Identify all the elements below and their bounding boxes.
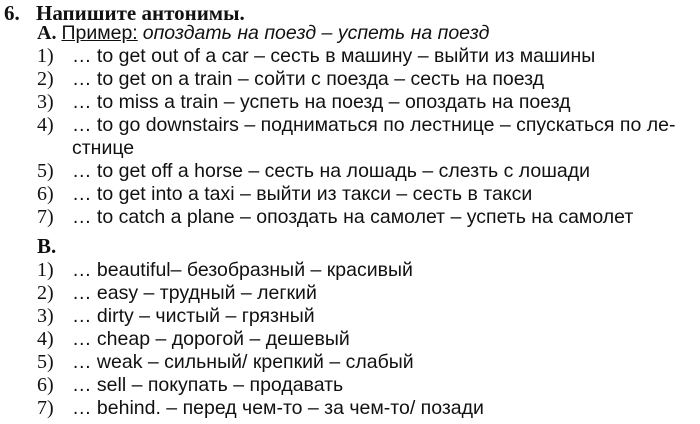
item-text: … to get on a train – сойти с поезда – сесть на поезд bbox=[72, 68, 545, 90]
exercise-number: 6. bbox=[4, 1, 20, 25]
item-number: 6) bbox=[37, 183, 54, 205]
item-text: … to get off a horse – сесть на лошадь – слезть с лошади bbox=[72, 160, 590, 182]
item-text: … easy – трудный – легкий bbox=[72, 282, 317, 304]
list-item-a-3 bbox=[37, 91, 571, 113]
item-number: 6) bbox=[37, 374, 54, 396]
section-b-label: В. bbox=[37, 234, 57, 258]
item-number: 4) bbox=[37, 114, 54, 136]
list-item-a-5 bbox=[37, 160, 590, 182]
list-item-b-4 bbox=[37, 328, 350, 350]
list-item-b-7 bbox=[37, 397, 484, 419]
list-item-b-1 bbox=[37, 259, 413, 281]
item-text: … to miss a train – успеть на поезд – опоздать на поезд bbox=[72, 91, 571, 113]
item-text: … cheap – дорогой – дешевый bbox=[72, 328, 350, 350]
item-text: … beautiful– безобразный – красивый bbox=[72, 259, 413, 281]
item-number: 2) bbox=[37, 282, 54, 304]
list-item-a-6 bbox=[37, 183, 532, 205]
example-word: Пример: bbox=[61, 22, 138, 44]
item-number: 4) bbox=[37, 328, 54, 350]
item-number: 2) bbox=[37, 68, 54, 90]
list-item-b-3 bbox=[37, 305, 315, 327]
item-number: 1) bbox=[37, 45, 54, 67]
item-text: … to catch a plane – опоздать на самолет – успеть на самолет bbox=[72, 206, 634, 228]
list-item-a-4-continuation: стнице bbox=[72, 137, 135, 159]
list-item-a-1 bbox=[37, 45, 595, 67]
item-number: 5) bbox=[37, 160, 54, 182]
list-item-a-2 bbox=[37, 68, 544, 90]
item-text: … to get out of a car – сесть в машину – выйти из машины bbox=[72, 45, 596, 67]
item-number: 7) bbox=[37, 397, 54, 419]
item-text: … sell – покупать – продавать bbox=[72, 374, 344, 396]
item-text: … dirty – чистый – грязный bbox=[72, 305, 315, 327]
section-a-label: А. bbox=[37, 22, 57, 44]
item-number: 5) bbox=[37, 351, 54, 373]
list-item-b-6 bbox=[37, 374, 343, 396]
item-text: … to go downstairs – подниматься по лестнице – спускаться по ле- bbox=[72, 114, 676, 136]
list-item-a-7 bbox=[37, 206, 633, 228]
item-number: 7) bbox=[37, 206, 54, 228]
list-item-b-5 bbox=[37, 351, 414, 373]
list-item-b-2 bbox=[37, 282, 317, 304]
exercise-title: Напишите антонимы. bbox=[36, 1, 245, 25]
item-number: 3) bbox=[37, 91, 54, 113]
item-text: … to get into a taxi – выйти из такси – сесть в такси bbox=[72, 183, 533, 205]
item-text: … behind. – перед чем-то – за чем-то/ позади bbox=[72, 397, 484, 419]
example-text: опоздать на поезд – успеть на поезд bbox=[142, 22, 490, 44]
item-number: 3) bbox=[37, 305, 54, 327]
item-text: … weak – сильный/ крепкий – слабый bbox=[72, 351, 414, 373]
list-item-a-4 bbox=[37, 114, 675, 136]
item-number: 1) bbox=[37, 259, 54, 281]
example-line bbox=[37, 22, 489, 44]
